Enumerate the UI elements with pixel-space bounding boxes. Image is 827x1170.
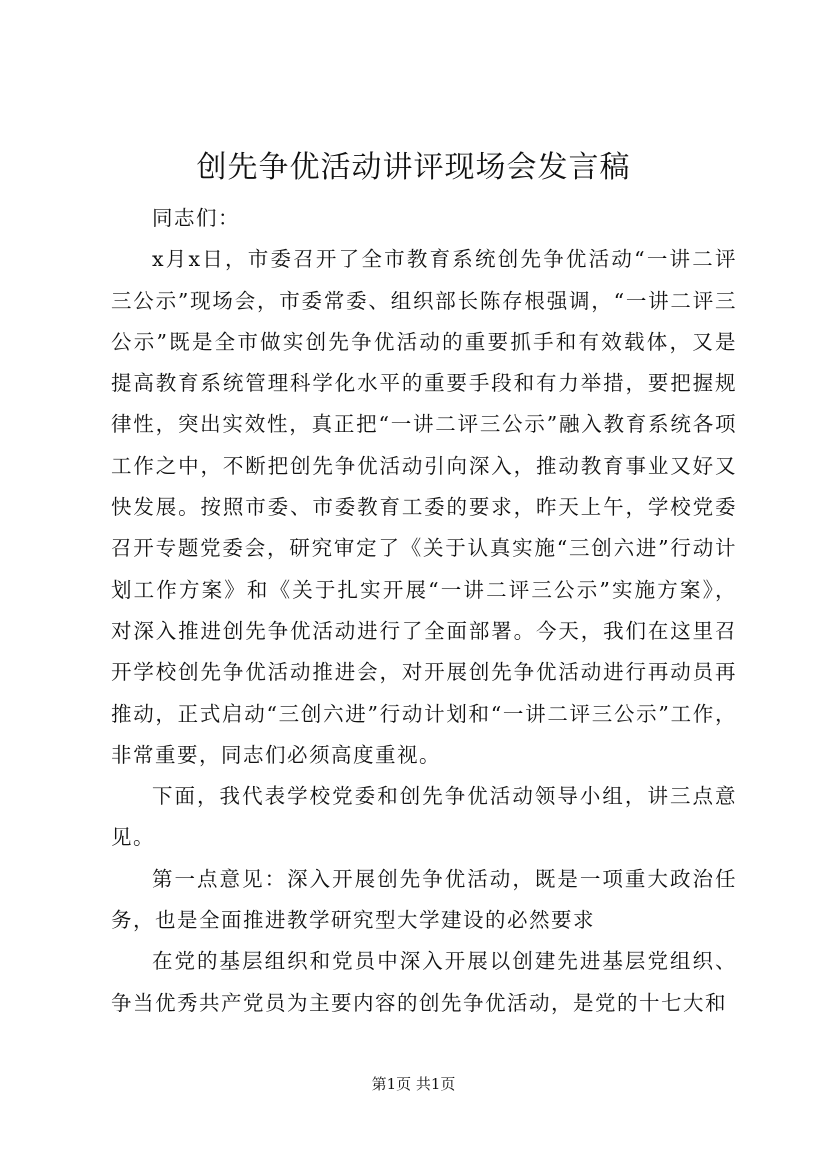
- document-body: [111, 198, 737, 1024]
- paragraph: 第一点意见：深入开展创先争优活动，既是一项重大政治任务，也是全面推进教学研究型大学建设的必然要求: [111, 866, 737, 933]
- paragraph: 在党的基层组织和党员中深入开展以创建先进基层党组织、争当优秀共产党员为主要内容的创先争优活动，是党的十七大和: [111, 949, 737, 1015]
- page-number-footer: 第1页 共1页: [371, 1075, 456, 1093]
- salutation: 同志们：: [152, 206, 240, 230]
- paragraph: x月x日，市委召开了全市教育系统创先争优活动“一讲二评三公示”现场会，市委常委、组织部长陈存根强调，“一讲二评三公示”既是全市做实创先争优活动的重要抓手和有效载体，又是提高教育系统管理科学化水平的重要手段和有力举措，要把握规律性，突出实效性，真正把“一讲二评三公示”融入教育系统各项工作之中，不断把创先争优活动引向深入，推动教育事业又好又快发展。按照市委、市委教育工委的要求，昨天上午，学校党委召开专题党委会，研究审定了《关于认真实施“三创六进”行动计划工作方案》和《关于扎实开展“一讲二评三公示”实施方案》，对深入推进创先争优活动进行了全面部署。今天，我们在这里召开学校创先争优活动推进会，对开展创先争优活动进行再动员再推动，正式启动“三创六进”行动计划和“一讲二评三公示”工作，非常重要，同志们必须高度重视。: [111, 247, 737, 767]
- paragraph: 下面，我代表学校党委和创先争优活动领导小组，讲三点意见。: [111, 784, 737, 850]
- document-title: 创先争优活动讲评现场会发言稿: [196, 150, 631, 185]
